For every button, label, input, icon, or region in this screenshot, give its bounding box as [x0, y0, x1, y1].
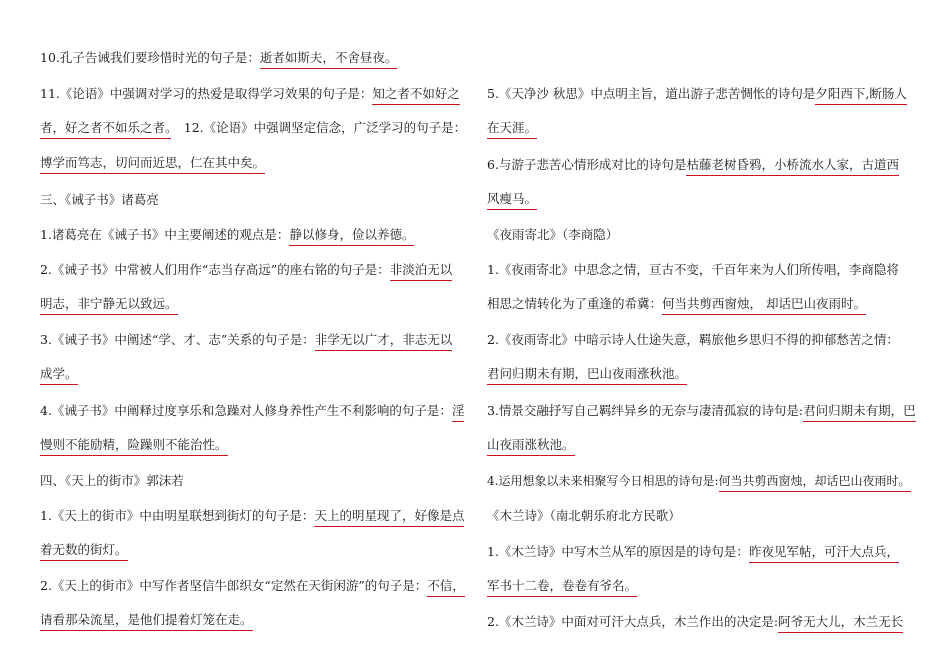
right-yeyu-q2-line1: 2.《夜雨寄北》中暗示诗人仕途失意，羁旅他乡思归不得的抑郁愁苦之情：	[487, 332, 899, 347]
question-text: 2.《木兰诗》中面对可汗大点兵，木兰作出的决定是:	[487, 614, 779, 629]
question-text: 3.情景交融抒写自己羁绊异乡的无奈与凄清孤寂的诗句是:	[487, 403, 804, 418]
left-jiezi-q3-line1	[40, 332, 470, 348]
section-heading: 《夜雨寄北》（李商隐）	[487, 227, 619, 242]
question-text: 1.《木兰诗》中写木兰从军的原因是的诗句是：	[487, 544, 749, 559]
answer-text: 慢则不能励精，险躁则不能治性。	[40, 437, 228, 456]
right-mulan-q2	[487, 614, 917, 630]
answer-text: 非淡泊无以	[390, 262, 453, 281]
question-text: 4.《诫子书》中阐释过度享乐和急躁对人修身养性产生不利影响的句子是：	[40, 403, 452, 418]
answer-text: 不信，	[427, 578, 465, 597]
left-jiezi-q1	[40, 227, 470, 243]
answer-text: 君问归期未有期，巴	[803, 403, 916, 422]
question-text: 3.《诫子书》中阐述“学、才、志”关系的句子是：	[40, 332, 315, 347]
answer-text: 请看那朵流星，是他们提着灯笼在走。	[40, 612, 253, 631]
answer-text: 在天涯。	[487, 120, 537, 139]
answer-text: 何当共剪西窗烛， 却话巴山夜雨时。	[662, 296, 866, 315]
left-jiezi-q4-line1	[40, 403, 470, 419]
right-q5-line2	[487, 120, 917, 136]
section-heading: 四、《天上的街市》郭沫若	[40, 473, 184, 488]
answer-text: 逝者如斯夫，不舍昼夜。	[260, 50, 398, 69]
left-q10	[40, 50, 470, 66]
section-heading: 三、《诫子书》诸葛亮	[40, 192, 159, 207]
question-text: 2.《诫子书》中常被人们用作“志当存高远”的座右铭的句子是：	[40, 262, 390, 277]
left-q12-line	[40, 155, 470, 171]
right-yeyu-q1-line1: 1.《夜雨寄北》中思念之情，亘古不变，千百年来为人们所传唱，李商隐将	[487, 262, 899, 277]
right-mulan-q1-line1	[487, 544, 917, 560]
question-text: 1.《天上的街市》中由明星联想到街灯的句子是：	[40, 508, 315, 523]
left-jieshi-q2-line1	[40, 578, 470, 594]
question-text: 1.诸葛亮在《诫子书》中主要阐述的观点是：	[40, 227, 290, 242]
answer-text: 风瘦马。	[487, 191, 537, 210]
right-yeyu-q3-line1	[487, 403, 917, 419]
answer-text: 知之者不如好之	[372, 86, 460, 105]
right-q5-line1	[487, 86, 917, 102]
answer-text: 淫	[452, 403, 465, 422]
right-yeyu-q2-line2	[487, 366, 917, 382]
question-text: 10.孔子告诫我们要珍惜时光的句子是：	[40, 50, 260, 65]
answer-text: 何当共剪西窗烛，却话巴山夜雨时。	[719, 474, 911, 492]
left-jiezi-q3-line2	[40, 366, 470, 382]
answer-text: 君问归期未有期，巴山夜雨涨秋池。	[487, 366, 687, 385]
question-text: 5.《天净沙 秋思》中点明主旨，道出游子悲苦惆怅的诗句是	[487, 86, 816, 101]
right-yeyu-q3-line2	[487, 437, 917, 453]
right-q6-line2	[487, 191, 917, 207]
left-q11-line2	[40, 120, 470, 136]
answer-text: 明志，非宁静无以致远。	[40, 296, 178, 315]
right-mulan-q1-line2	[487, 578, 917, 594]
right-yeyu-q1-line2	[487, 296, 917, 312]
answer-text: 着无数的街灯。	[40, 542, 128, 561]
answer-text: 成学。	[40, 366, 78, 385]
answer-text: 博学而笃志，切问而近思，仁在其中矣。	[40, 155, 265, 174]
question-text: 相思之情转化为了重逢的希冀：	[487, 296, 663, 311]
answer-text: 枯藤老树昏鸦，小桥流水人家，古道西	[686, 157, 899, 176]
left-jiezi-q2-line1	[40, 262, 470, 278]
right-yeyu-q4	[487, 473, 917, 489]
answer-text: 军书十二卷，卷卷有爷名。	[487, 578, 637, 597]
left-jiezi-q4-line2	[40, 437, 470, 453]
section-heading: 《木兰诗》（南北朝乐府北方民歌）	[487, 508, 681, 523]
answer-text: 非学无以广才，非志无以	[315, 332, 453, 351]
question-text: 2.《天上的街市》中写作者坚信牛郎织女“定然在天街闲游”的句子是：	[40, 578, 428, 593]
question-text: 6.与游子悲苦心情形成对比的诗句是	[487, 157, 687, 172]
left-jieshi-q1-line1	[40, 508, 470, 524]
question-text: 4.运用想象以未来相聚写今日相思的诗句是:	[487, 474, 719, 488]
left-jiezi-q2-line2	[40, 296, 470, 312]
answer-text: 阿爷无大儿，木兰无长	[778, 614, 903, 633]
question-text: 11.《论语》中强调对学习的热爱是取得学习效果的句子是：	[40, 86, 373, 101]
answer-text: 夕阳西下,断肠人	[815, 86, 906, 105]
answer-text: 天上的明星现了，好像是点	[314, 508, 464, 527]
right-q6-line1	[487, 157, 917, 173]
answer-text: 昨夜见军帖，可汗大点兵，	[749, 544, 899, 563]
answer-text: 山夜雨涨秋池。	[487, 437, 575, 456]
left-jieshi-q2-line2	[40, 612, 470, 628]
left-q11-line1	[40, 86, 470, 102]
left-jieshi-q1-line2	[40, 542, 470, 558]
answer-text: 者，好之者不如乐之者。	[40, 120, 171, 139]
answer-text: 静以修身，俭以养德。	[289, 227, 414, 246]
question-text: 12.《论语》中强调坚定信念，广泛学习的句子是：	[183, 120, 467, 135]
